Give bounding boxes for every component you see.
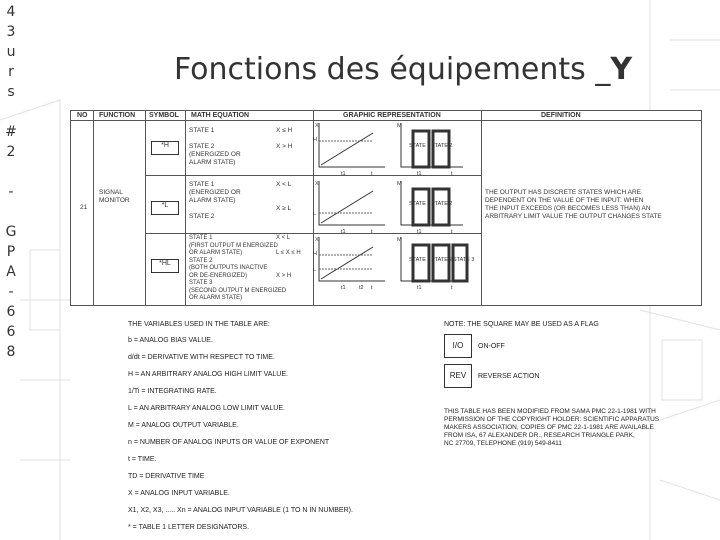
graphic-representation — [313, 121, 481, 305]
axis-label-l: L — [313, 267, 317, 273]
axis-label-x: X — [315, 123, 319, 129]
axis-label-l: L — [313, 211, 317, 217]
tick-label-t1: t1 — [341, 229, 346, 235]
side-char: 3 — [6, 24, 16, 40]
page-title: Fonctions des équipements _Y — [174, 52, 633, 87]
side-char: A — [6, 264, 16, 280]
side-char — [2, 162, 20, 182]
flag-io-label: ON-OFF — [478, 343, 505, 350]
note-heading: NOTE: THE SQUARE MAY BE USED AS A FLAG — [444, 321, 599, 328]
header-function: FUNCTION — [99, 112, 136, 119]
side-char: P — [6, 244, 16, 260]
side-char: - — [8, 184, 14, 200]
legend-item: TD = DERIVATIVE TIME — [128, 473, 205, 480]
source-note: THIS TABLE HAS BEEN MODIFIED FROM SAMA PMC 22-1-1981 WITH PERMISSION OF THE COPYRIGHT HOLDER: SCIENTIFIC APPARATUS MAKERS ASSOCIATION, COPIES OF PMC 22-1-1981 ARE AVAILABLE FROM ISA, 67 ALEXANDER DR., RESEARCH TRIANGLE PARK, NC 27709, TELEPHONE (919) 549-8411 — [444, 408, 660, 447]
legend-item: M = ANALOG OUTPUT VARIABLE. — [128, 422, 239, 429]
header-graphic: GRAPHIC REPRESENTATION — [343, 112, 441, 119]
output-state-bar — [433, 245, 449, 281]
variables-legend — [128, 320, 428, 535]
legend-item: * = TABLE 1 LETTER DESIGNATORS. — [128, 524, 250, 531]
state-label-3: STATE 3 — [453, 257, 475, 263]
states-row-3: STATE 1 (FIRST OUTPUT M ENERGIZED OR ALARM STATE) STATE 2 (BOTH OUTPUTS INACTIVE OR DE-ENERGIZED) STATE 3 (SECOND OUTPUT M ENERGIZED OR ALARM STATE) — [189, 235, 287, 301]
legend-item: X = ANALOG INPUT VARIABLE. — [128, 490, 230, 497]
side-char: 4 — [6, 4, 16, 20]
side-char: u — [6, 44, 16, 60]
legend-item: 1/Ti = INTEGRATING RATE. — [128, 388, 217, 395]
side-char: s — [7, 84, 15, 100]
side-char: # — [5, 124, 17, 140]
input-ramp-line — [321, 191, 373, 223]
axis-label-h: H — [313, 137, 317, 143]
tick-label-t: t — [371, 285, 373, 291]
output-state-bar — [413, 245, 429, 281]
side-char: 6 — [6, 324, 16, 340]
symbol-high-low: *HL — [151, 259, 179, 273]
symbol-low: *L — [151, 201, 179, 215]
header-no: NO — [77, 112, 88, 119]
axis-label-m: M — [397, 181, 402, 187]
axis-label-x: X — [315, 237, 319, 243]
output-state-bar — [433, 131, 449, 167]
legend-intro: THE VARIABLES USED IN THE TABLE ARE: — [128, 321, 270, 328]
state-label-1: STATE 1 — [409, 143, 431, 149]
axis-label-m: M — [397, 237, 402, 243]
axis-label-m: M — [397, 123, 402, 129]
header-definition: DEFINITION — [541, 112, 581, 119]
output-state-bar — [433, 189, 449, 225]
tick-label-t1: t1 — [417, 229, 422, 235]
side-char: 6 — [6, 304, 16, 320]
states-row-2: STATE 1 (ENERGIZED OR ALARM STATE) STATE 2 — [189, 181, 241, 220]
flag-io-box: I/O — [444, 334, 472, 358]
input-ramp-line — [321, 247, 373, 279]
legend-item: t = TIME. — [128, 456, 157, 463]
eq-row-3: X < L L ≤ X ≤ H X > H — [276, 235, 301, 279]
state-label-2: STATE 2 — [431, 201, 453, 207]
flag-note — [444, 320, 664, 460]
tick-label-t1: t1 — [341, 171, 346, 177]
state-label-2: STATE 2 — [431, 143, 453, 149]
tick-label-t: t — [371, 171, 373, 177]
side-char: - — [8, 284, 14, 300]
legend-item: n = NUMBER OF ANALOG INPUTS OR VALUE OF EXPONENT — [128, 439, 330, 446]
tick-label-t: t — [451, 229, 453, 235]
function-table — [70, 110, 702, 306]
side-char: 8 — [6, 344, 16, 360]
legend-item: X1, X2, X3, ..... Xn = ANALOG INPUT VARIABLE (1 TO N IN NUMBER). — [128, 507, 353, 514]
side-char — [2, 202, 20, 222]
axis-label-x: X — [315, 181, 319, 187]
symbol-high: *H — [151, 141, 179, 155]
output-state-bar — [453, 245, 467, 281]
state-label-1: STATE 1 — [409, 201, 431, 207]
side-char: G — [5, 224, 17, 240]
flag-rev-box: REV — [444, 364, 472, 388]
legend-item: L = AN ARBITRARY ANALOG LOW LIMIT VALUE. — [128, 405, 285, 412]
legend-item: b = ANALOG BIAS VALUE. — [128, 337, 213, 344]
header-math-equation: MATH EQUATION — [191, 112, 250, 119]
tick-label-t: t — [451, 171, 453, 177]
legend-item: H = AN ARBITRARY ANALOG HIGH LIMIT VALUE. — [128, 371, 288, 378]
legend-item: d/dt = DERIVATIVE WITH RESPECT TO TIME. — [128, 354, 275, 361]
state-label-2: STATE 2 — [431, 257, 453, 263]
header-symbol: SYMBOL — [149, 112, 179, 119]
side-char — [2, 102, 20, 122]
state-label-1: STATE 1 — [409, 257, 431, 263]
definition-text: THE OUTPUT HAS DISCRETE STATES WHICH ARE DEPENDENT ON THE VALUE OF THE INPUT. WHEN THE INPUT EXCEEDS (OR BECOMES LESS THAN) AN ARBITRARY LIMIT VALUE THE OUTPUT CHANGES STATE — [485, 189, 662, 220]
function-number: 21 — [80, 204, 88, 211]
tick-label-t1: t1 — [341, 285, 346, 291]
function-name: SIGNAL MONITOR — [99, 189, 130, 204]
output-state-bar — [413, 189, 429, 225]
eq-row-1: X ≤ H X > H — [276, 127, 293, 150]
tick-label-t: t — [371, 229, 373, 235]
tick-label-t2: t2 — [359, 285, 364, 291]
side-char: 2 — [6, 144, 16, 160]
output-state-bar — [413, 131, 429, 167]
input-ramp-line — [321, 133, 373, 165]
tick-label-t1: t1 — [417, 285, 422, 291]
tick-label-t1: t1 — [417, 171, 422, 177]
states-row-1: STATE 1 STATE 2 (ENERGIZED OR ALARM STATE) — [189, 127, 241, 166]
axis-label-h: H — [313, 251, 317, 257]
side-text — [2, 2, 20, 362]
side-char: r — [8, 64, 14, 80]
flag-rev-label: REVERSE ACTION — [478, 373, 540, 380]
table-header — [71, 111, 701, 121]
tick-label-t: t — [451, 285, 453, 291]
eq-row-2: X < L X ≥ L — [276, 181, 292, 212]
